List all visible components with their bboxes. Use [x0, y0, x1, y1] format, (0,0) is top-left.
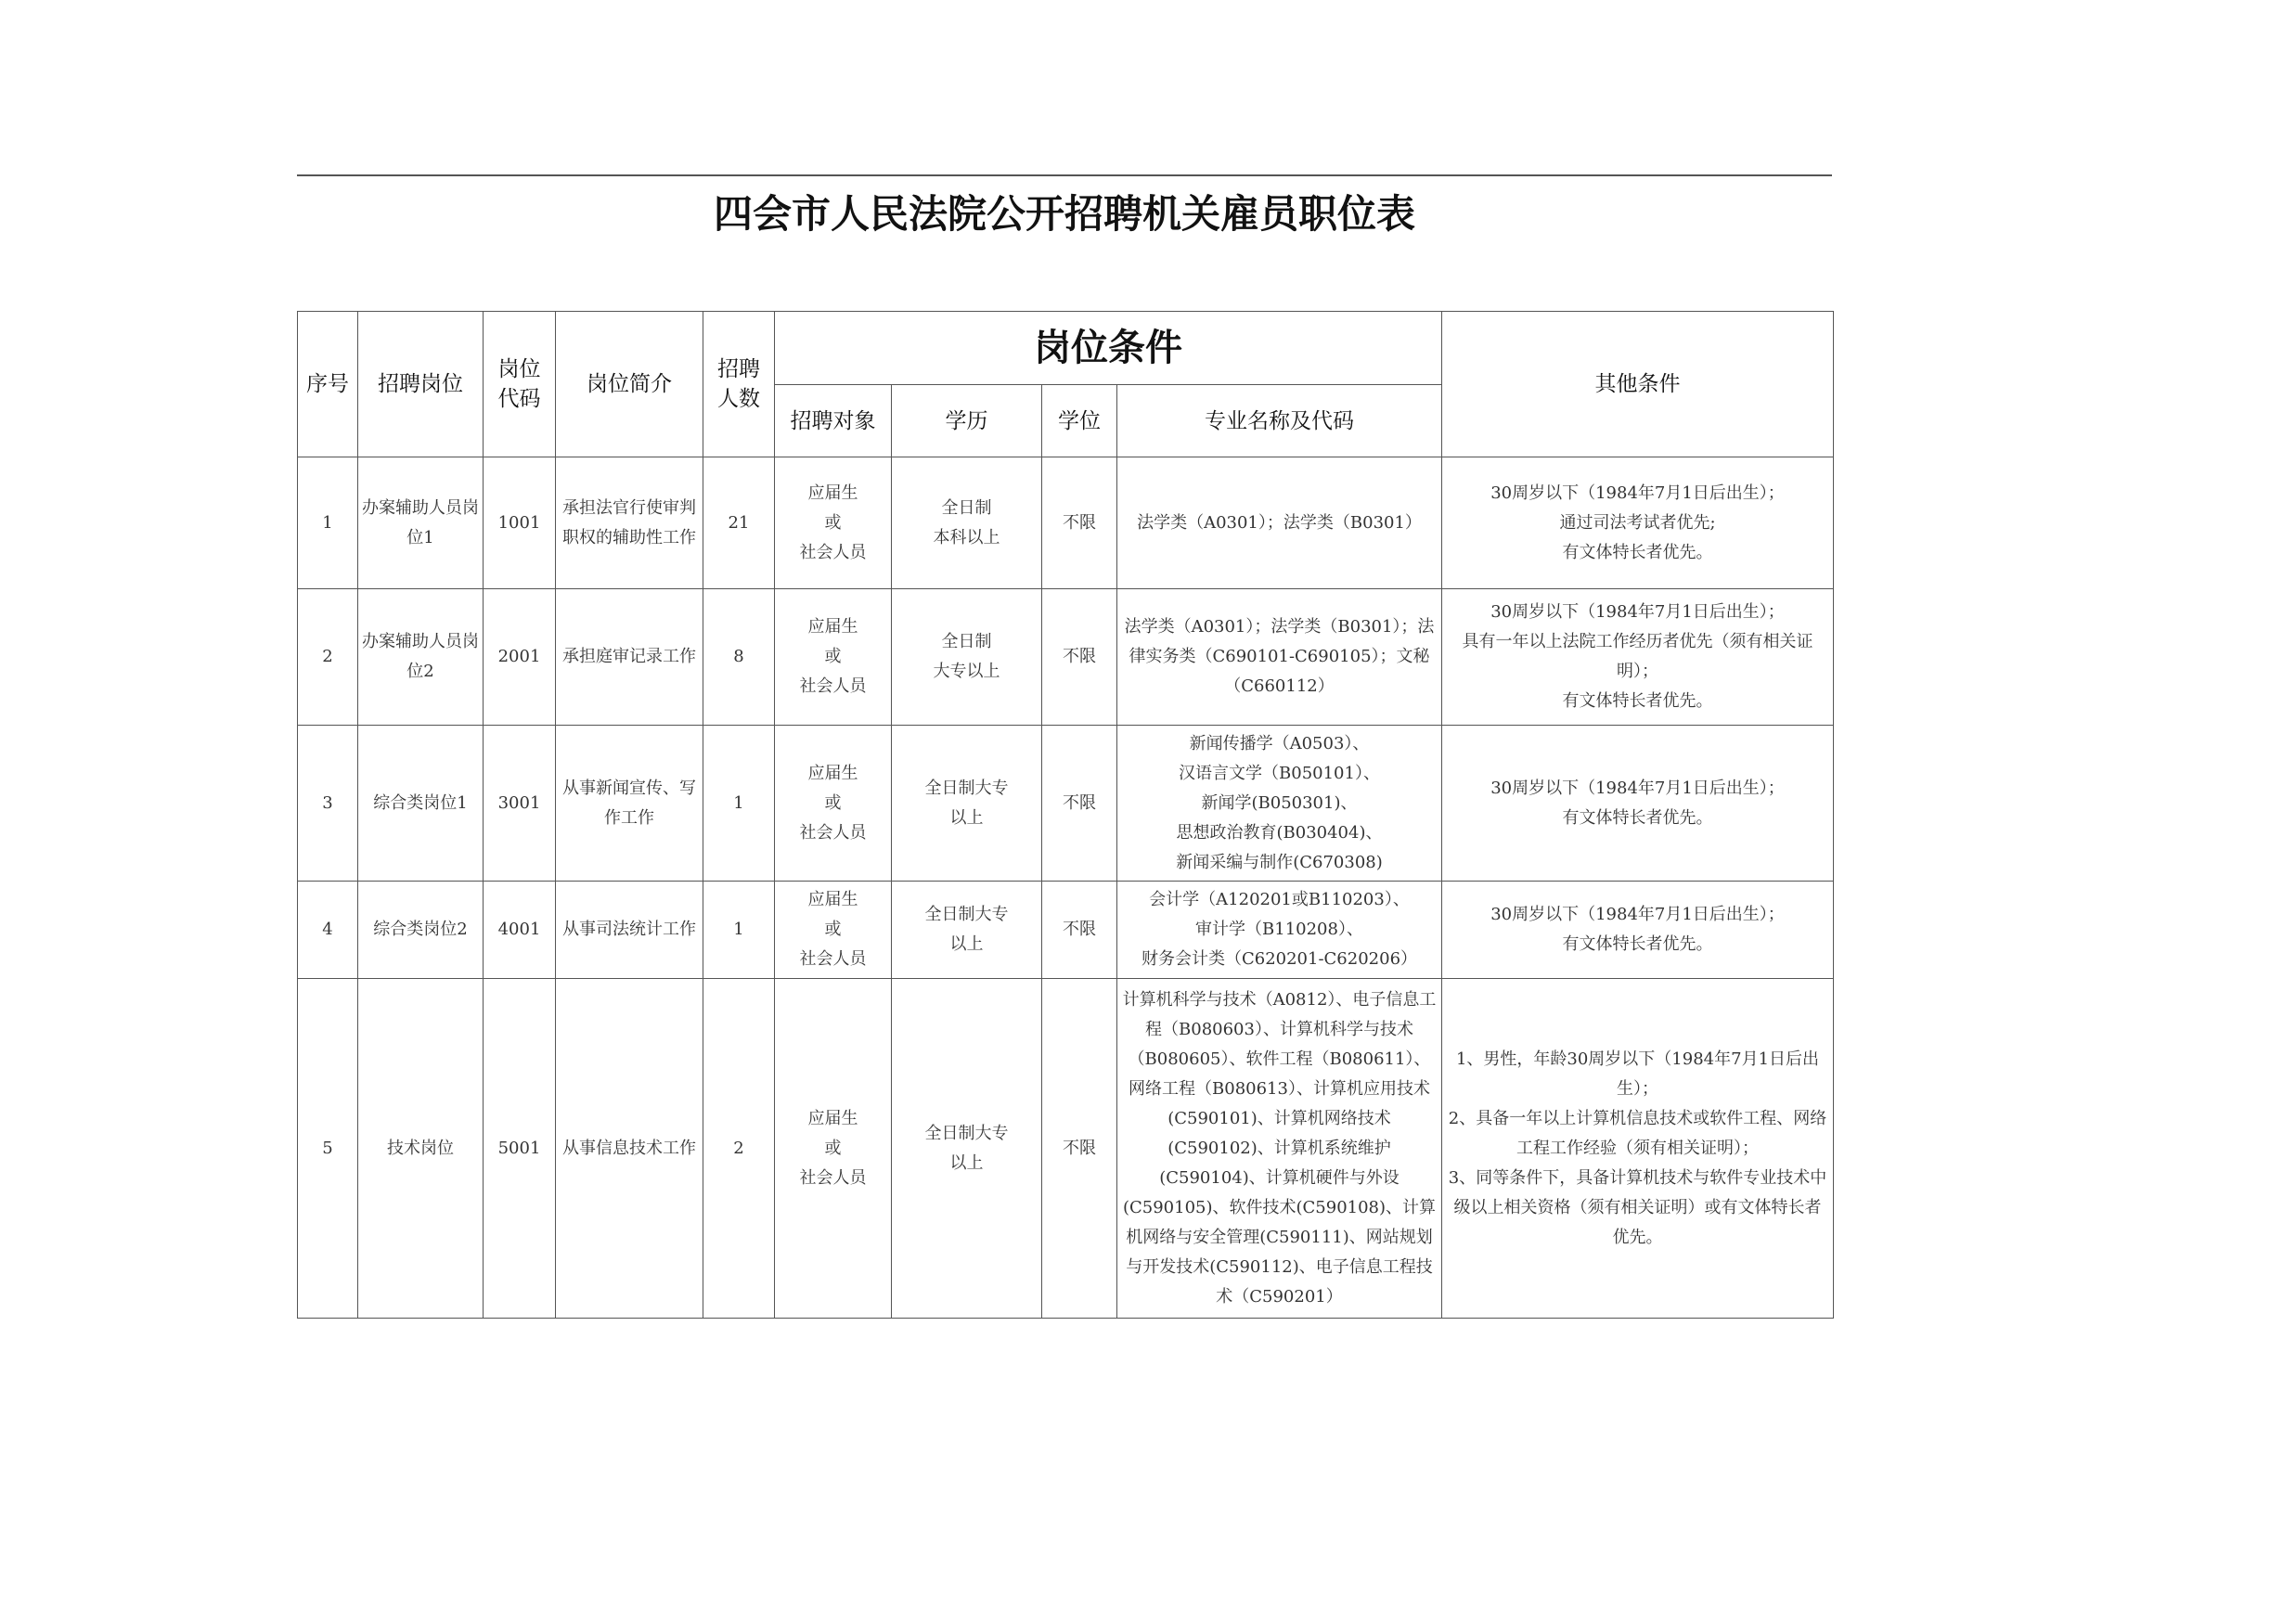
table-row — [298, 882, 1834, 979]
cell-education: 全日制 大专以上 — [892, 589, 1042, 726]
cell-other: 30周岁以下（1984年7月1日后出生）； 通过司法考试者优先; 有文体特长者优先。 — [1442, 457, 1834, 589]
table-row — [298, 979, 1834, 1319]
cell-target: 应届生 或 社会人员 — [775, 979, 892, 1319]
cell-count: 1 — [703, 726, 775, 882]
header-other: 其他条件 — [1442, 312, 1834, 457]
cell-degree: 不限 — [1042, 589, 1117, 726]
table-body — [298, 457, 1834, 1319]
cell-code: 5001 — [484, 979, 556, 1319]
cell-position: 办案辅助人员岗位1 — [358, 457, 484, 589]
cell-seq: 4 — [298, 882, 358, 979]
cell-intro: 从事新闻宣传、写作工作 — [556, 726, 703, 882]
cell-code: 2001 — [484, 589, 556, 726]
cell-major: 会计学（A120201或B110203）、 审计学（B110208）、 财务会计类（C620201-C620206） — [1117, 882, 1442, 979]
table-row — [298, 589, 1834, 726]
cell-education: 全日制大专 以上 — [892, 979, 1042, 1319]
cell-target: 应届生 或 社会人员 — [775, 726, 892, 882]
cell-position: 办案辅助人员岗位2 — [358, 589, 484, 726]
header-count: 招聘 人数 — [703, 312, 775, 457]
cell-other: 30周岁以下（1984年7月1日后出生）； 有文体特长者优先。 — [1442, 726, 1834, 882]
cell-other: 30周岁以下（1984年7月1日后出生）； 有文体特长者优先。 — [1442, 882, 1834, 979]
cell-degree: 不限 — [1042, 882, 1117, 979]
header-degree: 学位 — [1042, 385, 1117, 457]
cell-degree: 不限 — [1042, 457, 1117, 589]
cell-code: 3001 — [484, 726, 556, 882]
cell-count: 8 — [703, 589, 775, 726]
cell-major: 法学类（A0301）；法学类（B0301） — [1117, 457, 1442, 589]
cell-seq: 5 — [298, 979, 358, 1319]
cell-count: 21 — [703, 457, 775, 589]
cell-intro: 从事司法统计工作 — [556, 882, 703, 979]
cell-other: 1、男性，年龄30周岁以下（1984年7月1日后出生）； 2、具备一年以上计算机信息技术或软件工程、网络工程工作经验（须有相关证明）； 3、同等条件下，具备计算机技术与软件专业技术中级以上相关资格（须有相关证明）或有文体特长者优先。 — [1442, 979, 1834, 1319]
header-major: 专业名称及代码 — [1117, 385, 1442, 457]
cell-intro: 承担庭审记录工作 — [556, 589, 703, 726]
cell-education: 全日制大专 以上 — [892, 882, 1042, 979]
header-intro: 岗位简介 — [556, 312, 703, 457]
table-header — [298, 312, 1834, 457]
header-seq: 序号 — [298, 312, 358, 457]
cell-count: 2 — [703, 979, 775, 1319]
cell-degree: 不限 — [1042, 979, 1117, 1319]
cell-major: 法学类（A0301）；法学类（B0301）；法律实务类（C690101-C690105）；文秘（C660112） — [1117, 589, 1442, 726]
cell-major: 计算机科学与技术（A0812）、电子信息工程（B080603）、计算机科学与技术（B080605）、软件工程（B080611）、网络工程（B080613）、计算机应用技术(C590101)、计算机网络技术(C590102)、计算机系统维护(C590104)、计算机硬件与外设(C590105)、软件技术(C590108)、计算机网络与安全管理(C590111)、网站规划与开发技术(C590112)、电子信息工程技术（C590201） — [1117, 979, 1442, 1319]
cell-target: 应届生 或 社会人员 — [775, 589, 892, 726]
cell-target: 应届生 或 社会人员 — [775, 882, 892, 979]
cell-other: 30周岁以下（1984年7月1日后出生）； 具有一年以上法院工作经历者优先（须有相关证明）； 有文体特长者优先。 — [1442, 589, 1834, 726]
cell-seq: 1 — [298, 457, 358, 589]
document-title: 四会市人民法院公开招聘机关雇员职位表 — [713, 191, 1415, 237]
cell-position: 技术岗位 — [358, 979, 484, 1319]
header-row-1 — [298, 312, 1834, 385]
table-row — [298, 457, 1834, 589]
header-education: 学历 — [892, 385, 1042, 457]
cell-target: 应届生 或 社会人员 — [775, 457, 892, 589]
cell-seq: 3 — [298, 726, 358, 882]
header-target: 招聘对象 — [775, 385, 892, 457]
positions-table — [297, 311, 1834, 1319]
table-row — [298, 726, 1834, 882]
cell-intro: 从事信息技术工作 — [556, 979, 703, 1319]
cell-degree: 不限 — [1042, 726, 1117, 882]
cell-major: 新闻传播学（A0503）、 汉语言文学（B050101）、 新闻学(B050301)、 思想政治教育(B030404)、 新闻采编与制作(C670308) — [1117, 726, 1442, 882]
top-rule — [297, 174, 1832, 176]
cell-intro: 承担法官行使审判职权的辅助性工作 — [556, 457, 703, 589]
cell-education: 全日制 本科以上 — [892, 457, 1042, 589]
header-position: 招聘岗位 — [358, 312, 484, 457]
cell-seq: 2 — [298, 589, 358, 726]
cell-code: 4001 — [484, 882, 556, 979]
cell-position: 综合类岗位2 — [358, 882, 484, 979]
cell-code: 1001 — [484, 457, 556, 589]
cell-education: 全日制大专 以上 — [892, 726, 1042, 882]
header-conditions-group: 岗位条件 — [775, 312, 1442, 385]
header-code: 岗位 代码 — [484, 312, 556, 457]
cell-count: 1 — [703, 882, 775, 979]
cell-position: 综合类岗位1 — [358, 726, 484, 882]
